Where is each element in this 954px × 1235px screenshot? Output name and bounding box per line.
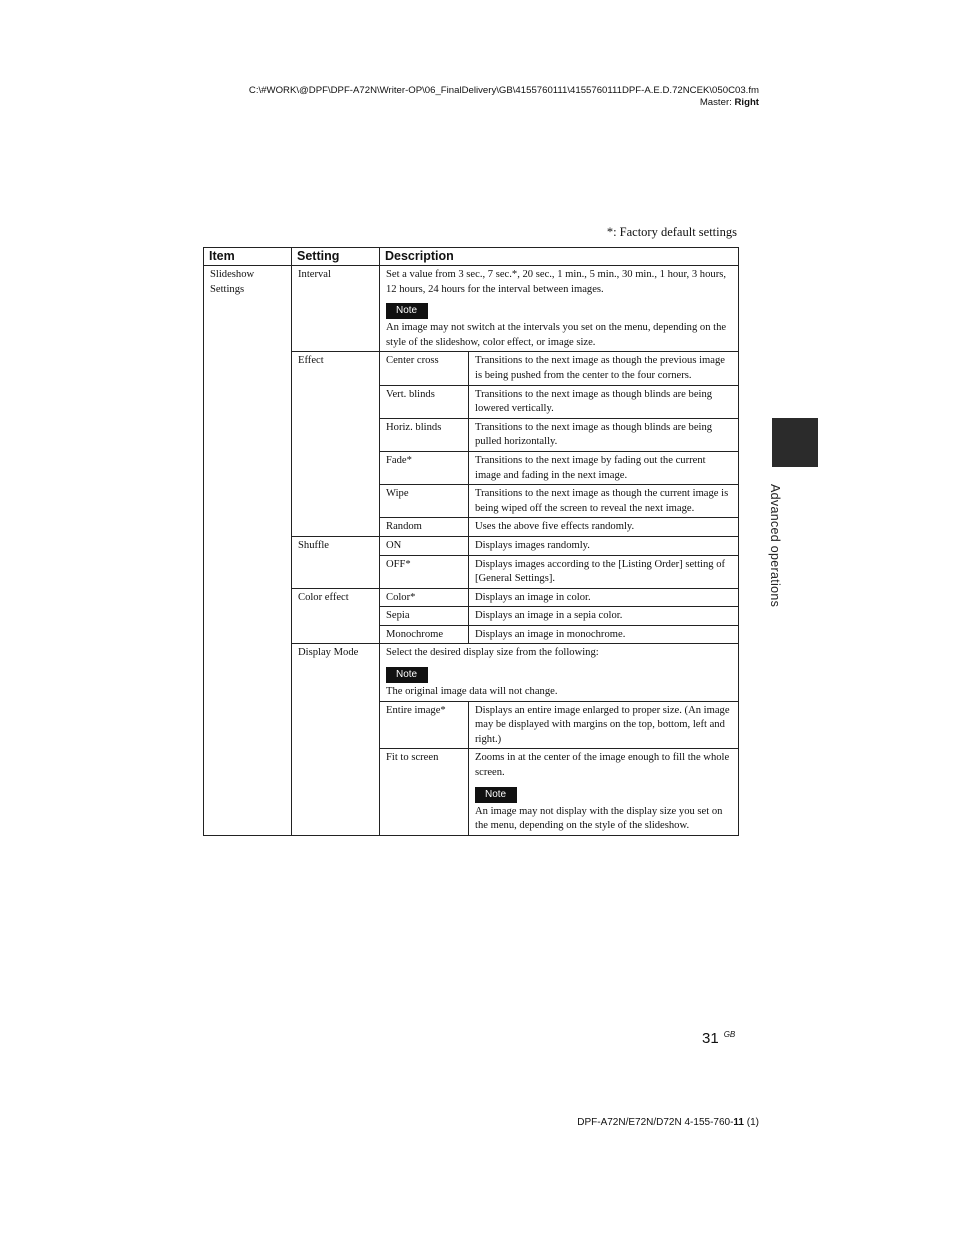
option-description: Transitions to the next image as though blinds are being pulled horizontally. <box>469 418 739 451</box>
setting-interval: Interval <box>292 266 380 352</box>
master-value: Right <box>734 97 759 108</box>
setting-display-mode: Display Mode <box>292 644 380 835</box>
item-slideshow-settings: Slideshow Settings <box>204 266 292 836</box>
note-label: Note <box>475 787 517 803</box>
page-suffix: GB <box>723 1030 736 1039</box>
option-name: OFF* <box>380 555 469 588</box>
option-name: Color* <box>380 588 469 607</box>
option-name: Random <box>380 518 469 537</box>
option-name: Sepia <box>380 607 469 626</box>
note-label: Note <box>386 667 428 683</box>
setting-shuffle: Shuffle <box>292 536 380 588</box>
option-name: Center cross <box>380 352 469 385</box>
option-name: Fade* <box>380 451 469 484</box>
setting-color-effect: Color effect <box>292 588 380 644</box>
option-name: Monochrome <box>380 625 469 644</box>
table-header-row <box>204 248 739 266</box>
option-description: Transitions to the next image as though the previous image is being pushed from the center to the four corners. <box>469 352 739 385</box>
option-name: Vert. blinds <box>380 385 469 418</box>
option-description: Displays an image in a sepia color. <box>469 607 739 626</box>
page-number: 31 $^{GB}$ <box>702 1030 736 1047</box>
table-row <box>204 266 739 352</box>
factory-default-note: *: Factory default settings <box>606 225 737 239</box>
settings-table <box>203 247 739 836</box>
setting-effect: Effect <box>292 352 380 537</box>
col-header-description: Description <box>380 248 739 266</box>
note-text: An image may not switch at the intervals you set on the menu, depending on the style of the slideshow, color effect, or image size. <box>386 322 727 348</box>
file-path-header: C:\#WORK\@DPF\DPF-A72N\Writer-OP\06_FinalDelivery\GB\4155760111\4155760111DPF-A.E.D.72NCEK\050C03.fm <box>248 85 759 96</box>
option-name: ON <box>380 536 469 555</box>
model-footer: DPF-A72N/E72N/D72N 4-155-760-11 (1) <box>577 1117 759 1128</box>
option-description: Uses the above five effects randomly. <box>469 518 739 537</box>
option-description: Displays images randomly. <box>469 536 739 555</box>
option-name: Entire image* <box>380 701 469 749</box>
interval-description: Set a value from 3 sec., 7 sec.*, 20 sec., 1 min., 5 min., 30 min., 1 hour, 3 hours, 12 hours, 24 hours for the interval between images. Note An image may not switch at the intervals you set on the menu, depending on the style of the slideshow, color effect, or image size. <box>380 266 739 352</box>
option-description: Transitions to the next image by fading out the current image and fading in the next image. <box>469 451 739 484</box>
note-text: An image may not display with the display size you set on the menu, depending on the style of the slideshow. <box>475 805 723 832</box>
col-header-item: Item <box>204 248 292 266</box>
option-description: Displays an image in color. <box>469 588 739 607</box>
master-label: Master: <box>699 97 732 108</box>
option-description: Displays an image in monochrome. <box>469 625 739 644</box>
option-description: Transitions to the next image as though the current image is being wiped off the screen to reveal the next image. <box>469 485 739 518</box>
option-name: Wipe <box>380 485 469 518</box>
col-header-setting: Setting <box>292 248 380 266</box>
note-label: Note <box>386 303 428 319</box>
option-name: Fit to screen <box>380 749 469 835</box>
chapter-side-label: Advanced operations <box>768 484 782 608</box>
option-name: Horiz. blinds <box>380 418 469 451</box>
option-description: Transitions to the next image as though blinds are being lowered vertically. <box>469 385 739 418</box>
note-text: The original image data will not change. <box>386 686 558 698</box>
master-header <box>700 96 759 109</box>
chapter-tab-marker <box>772 418 818 467</box>
option-description: Displays images according to the [Listing Order] setting of [General Settings]. <box>469 555 739 588</box>
display-mode-description: Select the desired display size from the following: Note The original image data will not change. <box>380 644 739 701</box>
option-description: Zooms in at the center of the image enough to fill the whole screen. Note An image may not display with the display size you set on the menu, depending on the style of the slideshow. <box>469 749 739 835</box>
option-description: Displays an entire image enlarged to proper size. (An image may be displayed with margins on the top, bottom, left and right.) <box>469 701 739 749</box>
